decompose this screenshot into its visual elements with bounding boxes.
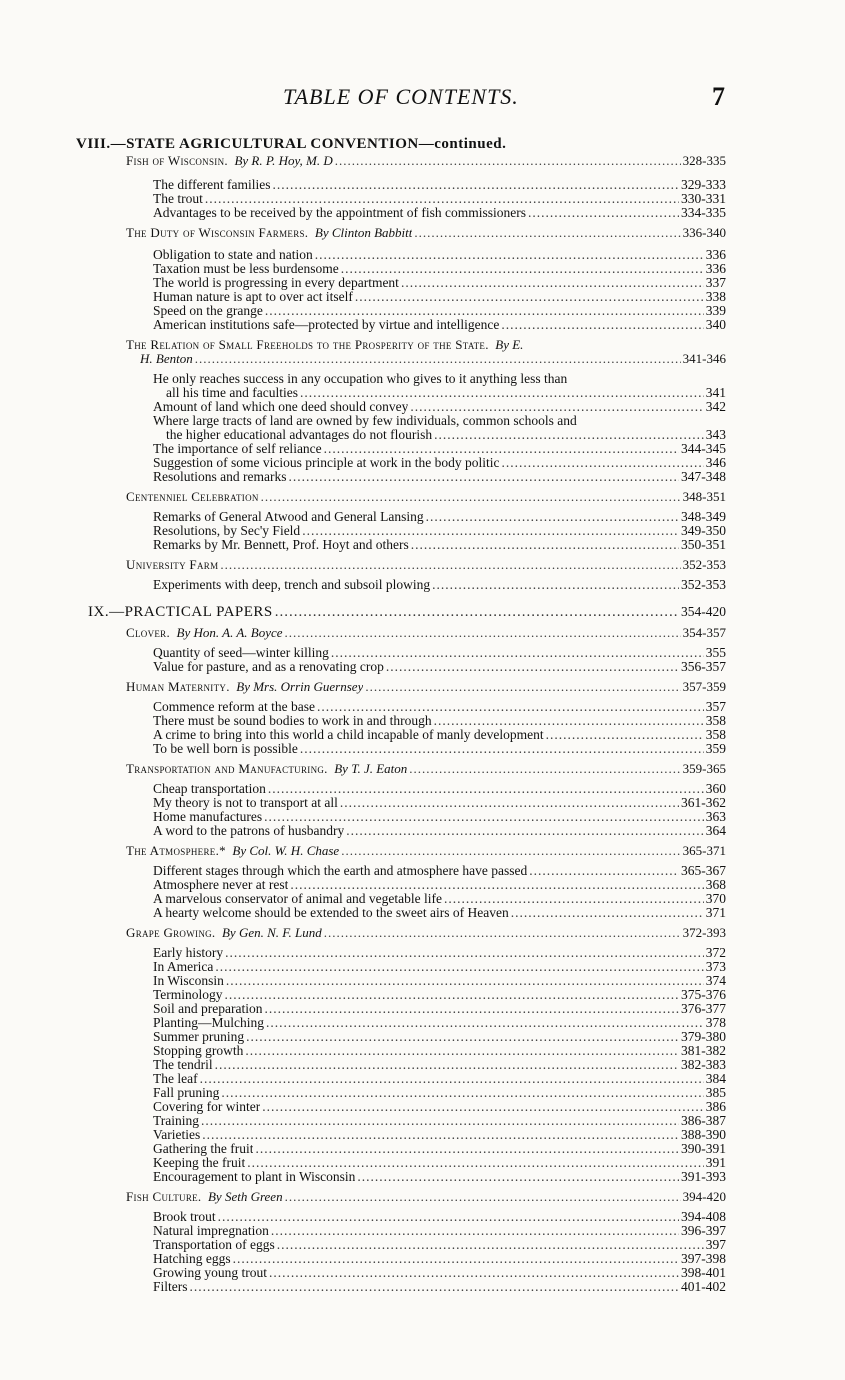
entry-pages: 340 [705,317,726,332]
entry-pages: 368 [705,877,726,892]
entry-label: the higher educational advantages do not flourish [166,428,433,442]
toc-entry [153,782,726,796]
entry-label: Value for pasture, and as a renovating crop [153,660,384,674]
topic-author: By T. J. Eaton [334,762,408,776]
leader-dots [331,646,704,660]
entry-label: The world is progressing in every department [153,276,399,290]
entry-pages: 371 [705,905,726,920]
entry-label: A word to the patrons of husbandry [153,824,345,838]
entry-pages: 349-350 [681,523,726,538]
entry-pages: 401-402 [681,1279,726,1294]
topic-pages: 357-359 [682,679,726,694]
leader-dots [285,626,681,640]
entry-pages: 398-401 [681,1265,726,1280]
toc-entry [153,660,726,674]
toc-topic-small-freeholds-line2 [140,352,726,366]
entry-label: Filters [153,1280,188,1294]
entry-label: Suggestion of some vicious principle at work in the body politic [153,456,500,470]
toc-entry [153,524,726,538]
toc-entry [153,1086,726,1100]
toc-entry [153,864,726,878]
leader-dots [300,742,704,756]
topic-author: By Gen. N. F. Lund [221,926,322,940]
topic-pages: 328-335 [682,153,726,168]
entry-label: Planting—Mulching [153,1016,264,1030]
entry-label: In America [153,960,214,974]
topic-author: By Hon. A. A. Boyce [176,626,283,640]
leader-dots [409,762,680,776]
leader-dots [261,490,681,504]
leader-dots [290,878,703,892]
entry-label: Resolutions and remarks [153,470,287,484]
entry-label: Quantity of seed—winter killing [153,646,329,660]
entry-pages: 397-398 [681,1251,726,1266]
leader-dots [300,386,704,400]
entry-label: A marvelous conservator of animal and vegetable life [153,892,443,906]
topic-pages: 359-365 [682,761,726,776]
entry-label: Atmosphere never at rest [153,878,289,892]
entry-pages: 364 [705,823,726,838]
entry-label: Home manufactures [153,810,263,824]
entry-label: Resolutions, by Sec'y Field [153,524,301,538]
toc-entry [153,248,726,262]
entry-pages: 388-390 [681,1127,726,1142]
topic-title: Transportation and Manufacturing. [126,762,328,776]
entry-label: Varieties [153,1128,201,1142]
entry-pages: 378 [705,1015,726,1030]
entry-label: The trout [153,192,203,206]
entry-label: Hatching eggs [153,1252,231,1266]
toc-entry [153,510,726,524]
entry-pages: 358 [705,713,726,728]
entry-pages: 329-333 [681,177,726,192]
leader-dots [221,1086,703,1100]
section-ix-pages: 354-420 [681,604,726,619]
entry-pages: 338 [705,289,726,304]
toc-entry [153,262,726,276]
entry-pages: 394-408 [681,1209,726,1224]
topic-author-cont: H. Benton [140,352,193,366]
entry-label: Gathering the fruit [153,1142,254,1156]
toc-entry [153,538,726,552]
entry-label: Terminology [153,988,223,1002]
toc-topic-human-maternity [126,680,726,694]
leader-dots [215,960,703,974]
entry-pages: 347-348 [681,469,726,484]
leader-dots [272,178,679,192]
topic-author: By Mrs. Orrin Guernsey [236,680,364,694]
topic-title: The Relation of Small Freeholds to the Prosperity of the State. [126,338,489,352]
entry-pages: 381-382 [681,1043,726,1058]
toc-entry [153,1114,726,1128]
entry-label: Transportation of eggs [153,1238,275,1252]
toc-entry [153,946,726,960]
topic-author: By E. [495,338,524,352]
leader-dots [285,1190,681,1204]
toc-entry [153,1002,726,1016]
topic-title: Centenniel Celebration [126,490,259,504]
entry-pages: 363 [705,809,726,824]
topic-author: By Col. W. H. Chase [232,844,340,858]
entry-pages: 336 [705,247,726,262]
leader-dots [302,524,679,538]
leader-dots [444,892,704,906]
entry-pages: 339 [705,303,726,318]
leader-dots [546,728,704,742]
entry-label: Advantages to be received by the appointment of fish commissioners [153,206,527,220]
toc-entry [153,470,726,484]
topic-pages: 354-357 [682,625,726,640]
entry-pages: 344-345 [681,441,726,456]
entry-pages: 355 [705,645,726,660]
leader-dots [200,1072,704,1086]
toc-entry [153,988,726,1002]
topic-pages: 352-353 [682,557,726,572]
entry-pages: 384 [705,1071,726,1086]
entry-pages: 396-397 [681,1223,726,1238]
toc-entry [153,1170,726,1184]
toc-entry [153,1058,726,1072]
leader-dots [341,844,680,858]
entry-pages: 334-335 [681,205,726,220]
leader-dots [255,1142,679,1156]
entry-pages: 336 [705,261,726,276]
leader-dots [434,428,704,442]
entry-label: The leaf [153,1072,198,1086]
toc-entry [153,1252,726,1266]
leader-dots [247,1156,704,1170]
toc-entry [153,1224,726,1238]
toc-entry [153,1100,726,1114]
entry-label: In Wisconsin [153,974,224,988]
entry-label: American institutions safe—protected by virtue and intelligence [153,318,500,332]
leader-dots [190,1280,679,1294]
leader-dots [432,578,679,592]
leader-dots [324,926,681,940]
toc-topic-atmosphere [126,844,726,858]
leader-dots [335,154,681,168]
topic-title: Grape Growing. [126,926,216,940]
entry-pages: 372 [705,945,726,960]
entry-pages: 379-380 [681,1029,726,1044]
entry-label: A crime to bring into this world a child incapable of manly development [153,728,544,742]
leader-dots [262,1100,704,1114]
entry-label: Training [153,1114,200,1128]
leader-dots [202,1128,679,1142]
toc-entry-line1: Where large tracts of land are owned by few individuals, common schools and [153,414,577,428]
toc-entry [153,192,726,206]
entry-label: Stopping growth [153,1044,244,1058]
topic-title: The Duty of Wisconsin Farmers. [126,226,309,240]
topic-pages: 394-420 [682,1189,726,1204]
entry-label: Early history [153,946,224,960]
leader-dots [434,714,704,728]
topic-title: Human Maternity. [126,680,230,694]
entry-label: Human nature is apt to over act itself [153,290,353,304]
topic-author: By Clinton Babbitt [314,226,413,240]
entry-pages: 361-362 [681,795,726,810]
entry-label: Remarks by Mr. Bennett, Prof. Hoyt and others [153,538,409,552]
leader-dots [414,226,680,240]
entry-label: Cheap transportation [153,782,266,796]
entry-label: There must be sound bodies to work in and through [153,714,432,728]
toc-entry [153,960,726,974]
toc-topic-grape-growing [126,926,726,940]
entry-pages: 375-376 [681,987,726,1002]
toc-entry [153,276,726,290]
entry-label: To be well born is possible [153,742,298,756]
leader-dots [277,1238,704,1252]
toc-entry [153,178,726,192]
leader-dots [264,810,704,824]
toc-entry [153,1016,726,1030]
entry-pages: 348-349 [681,509,726,524]
leader-dots [245,1044,679,1058]
leader-dots [511,906,704,920]
running-title: TABLE OF CONTENTS. [283,84,519,109]
entry-pages: 386-387 [681,1113,726,1128]
leader-dots [410,400,703,414]
entry-label: Commence reform at the base [153,700,315,714]
toc-entry [153,646,726,660]
entry-pages: 350-351 [681,537,726,552]
leader-dots [233,1252,679,1266]
entry-pages: 370 [705,891,726,906]
section-ix-heading [88,604,726,620]
topic-title: University Farm [126,558,219,572]
toc-entry [153,578,726,592]
toc-entry [153,304,726,318]
entry-pages: 358 [705,727,726,742]
leader-dots [411,538,679,552]
leader-dots [501,318,703,332]
leader-dots [401,276,704,290]
leader-dots [315,248,704,262]
leader-dots [346,824,704,838]
leader-dots [288,470,679,484]
toc-entry [153,1238,726,1252]
leader-dots [218,1210,679,1224]
leader-dots [528,206,679,220]
toc-topic-small-freeholds-line1 [126,338,726,352]
topic-title: Clover. [126,626,171,640]
entry-label: Summer pruning [153,1030,245,1044]
entry-label: Brook trout [153,1210,216,1224]
leader-dots [355,290,704,304]
leader-dots [215,1058,679,1072]
toc-entry [153,810,726,824]
entry-label: Natural impregnation [153,1224,269,1238]
running-head [0,84,845,114]
entry-pages: 330-331 [681,191,726,206]
leader-dots [225,946,704,960]
section-viii-title: VIII.—STATE AGRICULTURAL CONVENTION—continued. [76,136,507,152]
leader-dots [225,988,679,1002]
section-ix-title: IX.—PRACTICAL PAPERS [88,604,273,620]
entry-pages: 382-383 [681,1057,726,1072]
entry-pages: 352-353 [681,577,726,592]
topic-pages: 336-340 [682,225,726,240]
toc-entry [153,1280,726,1294]
leader-dots [357,1170,679,1184]
toc-entry [153,824,726,838]
entry-label: The importance of self reliance [153,442,322,456]
entry-pages: 397 [705,1237,726,1252]
entry-pages: 385 [705,1085,726,1100]
leader-dots [226,974,704,988]
leader-dots [265,304,704,318]
leader-dots [317,700,704,714]
leader-dots [271,1224,679,1238]
page-number: 7 [712,82,725,111]
entry-label: Encouragement to plant in Wisconsin [153,1170,356,1184]
leader-dots [195,352,681,366]
leader-dots [386,660,679,674]
leader-dots [266,1016,704,1030]
entry-pages: 365-367 [681,863,726,878]
leader-dots [529,864,679,878]
entry-label: Covering for winter [153,1100,261,1114]
toc-entry [153,1128,726,1142]
topic-author: By Seth Green [207,1190,283,1204]
entry-pages: 391 [705,1155,726,1170]
leader-dots [426,510,679,524]
entry-label: Amount of land which one deed should convey [153,400,409,414]
toc-entry [153,1142,726,1156]
leader-dots [324,442,679,456]
toc-entry [153,700,726,714]
entry-label: A hearty welcome should be extended to the sweet airs of Heaven [153,906,509,920]
entry-pages: 337 [705,275,726,290]
entry-label: Obligation to state and nation [153,248,313,262]
toc-entry [153,1266,726,1280]
entry-label: Keeping the fruit [153,1156,246,1170]
topic-pages: 365-371 [682,843,726,858]
toc-entry [153,206,726,220]
entry-pages: 359 [705,741,726,756]
leader-dots [268,782,704,796]
toc-entry [153,1156,726,1170]
toc-entry [153,1072,726,1086]
topic-pages: 341-346 [682,351,726,366]
toc-entry [153,974,726,988]
entry-pages: 342 [705,399,726,414]
entry-label: Remarks of General Atwood and General Lansing [153,510,424,524]
toc-entry [153,318,726,332]
toc-entry [153,290,726,304]
entry-pages: 341 [705,385,726,400]
toc-entry [166,386,726,400]
entry-pages: 374 [705,973,726,988]
toc-entry [166,428,726,442]
leader-dots [201,1114,679,1128]
toc-entry [153,456,726,470]
toc-topic-fish-culture [126,1190,726,1204]
toc-topic-centennial [126,490,726,504]
entry-label: The tendril [153,1058,213,1072]
toc-entry [153,728,726,742]
toc-entry [153,400,726,414]
toc-topic-duty-of-farmers [126,226,726,240]
entry-label: Experiments with deep, trench and subsoil plowing [153,578,431,592]
entry-label: Different stages through which the earth and atmosphere have passed [153,864,528,878]
entry-pages: 356-357 [681,659,726,674]
entry-label: all his time and faculties [166,386,298,400]
topic-title: Fish Culture. [126,1190,202,1204]
leader-dots [220,558,680,572]
entry-label: Speed on the grange [153,304,263,318]
entry-pages: 343 [705,427,726,442]
toc-entry-line1: He only reaches success in any occupation who gives to it anything less than [153,372,568,386]
entry-label: My theory is not to transport at all [153,796,338,810]
entry-pages: 360 [705,781,726,796]
toc-entry [153,714,726,728]
toc-entry [153,442,726,456]
toc-topic-clover [126,626,726,640]
toc-entry [153,906,726,920]
topic-pages: 372-393 [682,925,726,940]
entry-pages: 386 [705,1099,726,1114]
entry-label: Soil and preparation [153,1002,263,1016]
entry-pages: 346 [705,455,726,470]
topic-author: By R. P. Hoy, M. D [234,154,333,168]
entry-pages: 391-393 [681,1169,726,1184]
toc-topic-transportation [126,762,726,776]
entry-pages: 376-377 [681,1001,726,1016]
toc-entry [153,796,726,810]
leader-dots [340,796,679,810]
entry-pages: 357 [705,699,726,714]
entry-label: Fall pruning [153,1086,220,1100]
leader-dots [275,604,679,620]
leader-dots [246,1030,679,1044]
toc-entry [153,1030,726,1044]
toc-entry [153,1044,726,1058]
topic-pages: 348-351 [682,489,726,504]
leader-dots [264,1002,679,1016]
toc-topic-university-farm [126,558,726,572]
entry-pages: 373 [705,959,726,974]
toc-entry [153,1210,726,1224]
entry-label: Taxation must be less burdensome [153,262,339,276]
toc-topic-fish-of-wisconsin [126,154,726,168]
entry-label: Growing young trout [153,1266,267,1280]
entry-label: The different families [153,178,271,192]
entry-pages: 390-391 [681,1141,726,1156]
toc-entry [153,742,726,756]
leader-dots [269,1266,679,1280]
toc-entry [153,878,726,892]
topic-title: The Atmosphere.* [126,844,226,858]
leader-dots [205,192,679,206]
leader-dots [365,680,680,694]
leader-dots [341,262,704,276]
toc-entry [153,892,726,906]
topic-title: Fish of Wisconsin. [126,154,228,168]
leader-dots [501,456,703,470]
